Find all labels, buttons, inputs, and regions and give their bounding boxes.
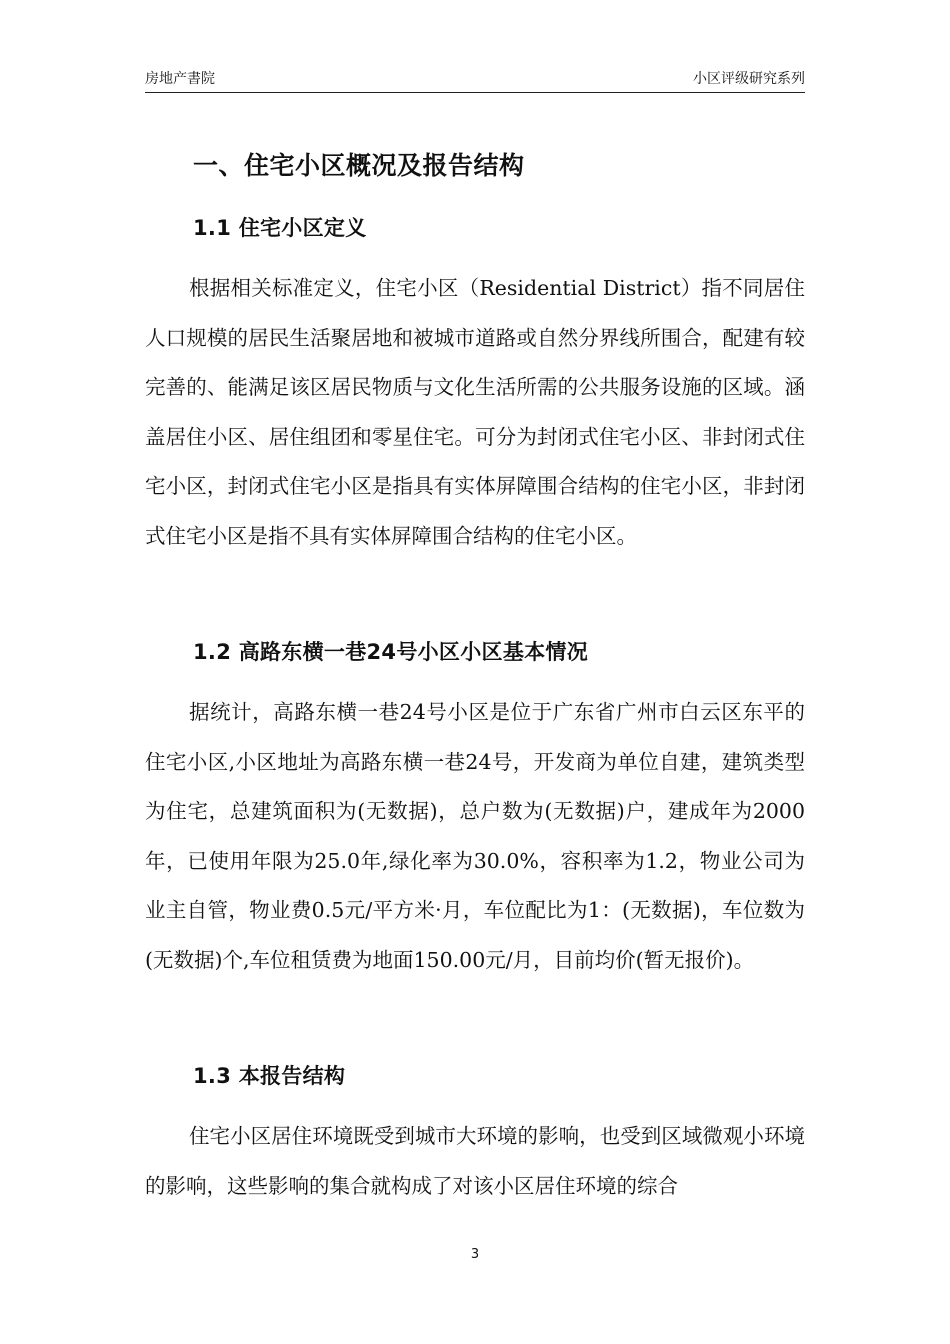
page-header bbox=[145, 66, 805, 93]
section-title: 一、住宅小区概况及报告结构 bbox=[193, 151, 525, 180]
header-publisher: 房地产書院 bbox=[145, 71, 215, 87]
paragraph-report-structure: 住宅小区居住环境既受到城市大环境的影响，也受到区域微观小环境的影响，这些影响的集合就构成了对该小区居住环境的综合 bbox=[145, 1124, 805, 1198]
header-series-title: 小区评级研究系列 bbox=[693, 71, 805, 87]
paragraph-definition: 根据相关标准定义，住宅小区（Residential District）指不同居住人口规模的居民生活聚居地和被城市道路或自然分界线所围合，配建有较完善的、能满足该区居民物质与文化生活所需的公共服务设施的区域。涵盖居住小区、居住组团和零星住宅。可分为封闭式住宅小区、非封闭式住宅小区，封闭式住宅小区是指具有实体屏障围合结构的住宅小区，非封闭式住宅小区是指不具有实体屏障围合结构的住宅小区。 bbox=[145, 276, 805, 548]
subsection-heading-1-3: 1.3 本报告结构 bbox=[193, 1064, 346, 1088]
subsection-heading-1-1: 1.1 住宅小区定义 bbox=[193, 216, 367, 240]
page-number: 3 bbox=[470, 1247, 480, 1262]
subsection-heading-1-2: 1.2 高路东横一巷24号小区小区基本情况 bbox=[193, 640, 589, 664]
paragraph-basic-info: 据统计，高路东横一巷24号小区是位于广东省广州市白云区东平的住宅小区,小区地址为高路东横一巷24号，开发商为单位自建，建筑类型为住宅，总建筑面积为(无数据)，总户数为(无数据)户，建成年为2000年，已使用年限为25.0年,绿化率为30.0%，容积率为1.2，物业公司为业主自管，物业费0.5元/平方米·月，车位配比为1：(无数据)，车位数为(无数据)个,车位租赁费为地面150.00元/月，目前均价(暂无报价)。 bbox=[145, 700, 805, 972]
